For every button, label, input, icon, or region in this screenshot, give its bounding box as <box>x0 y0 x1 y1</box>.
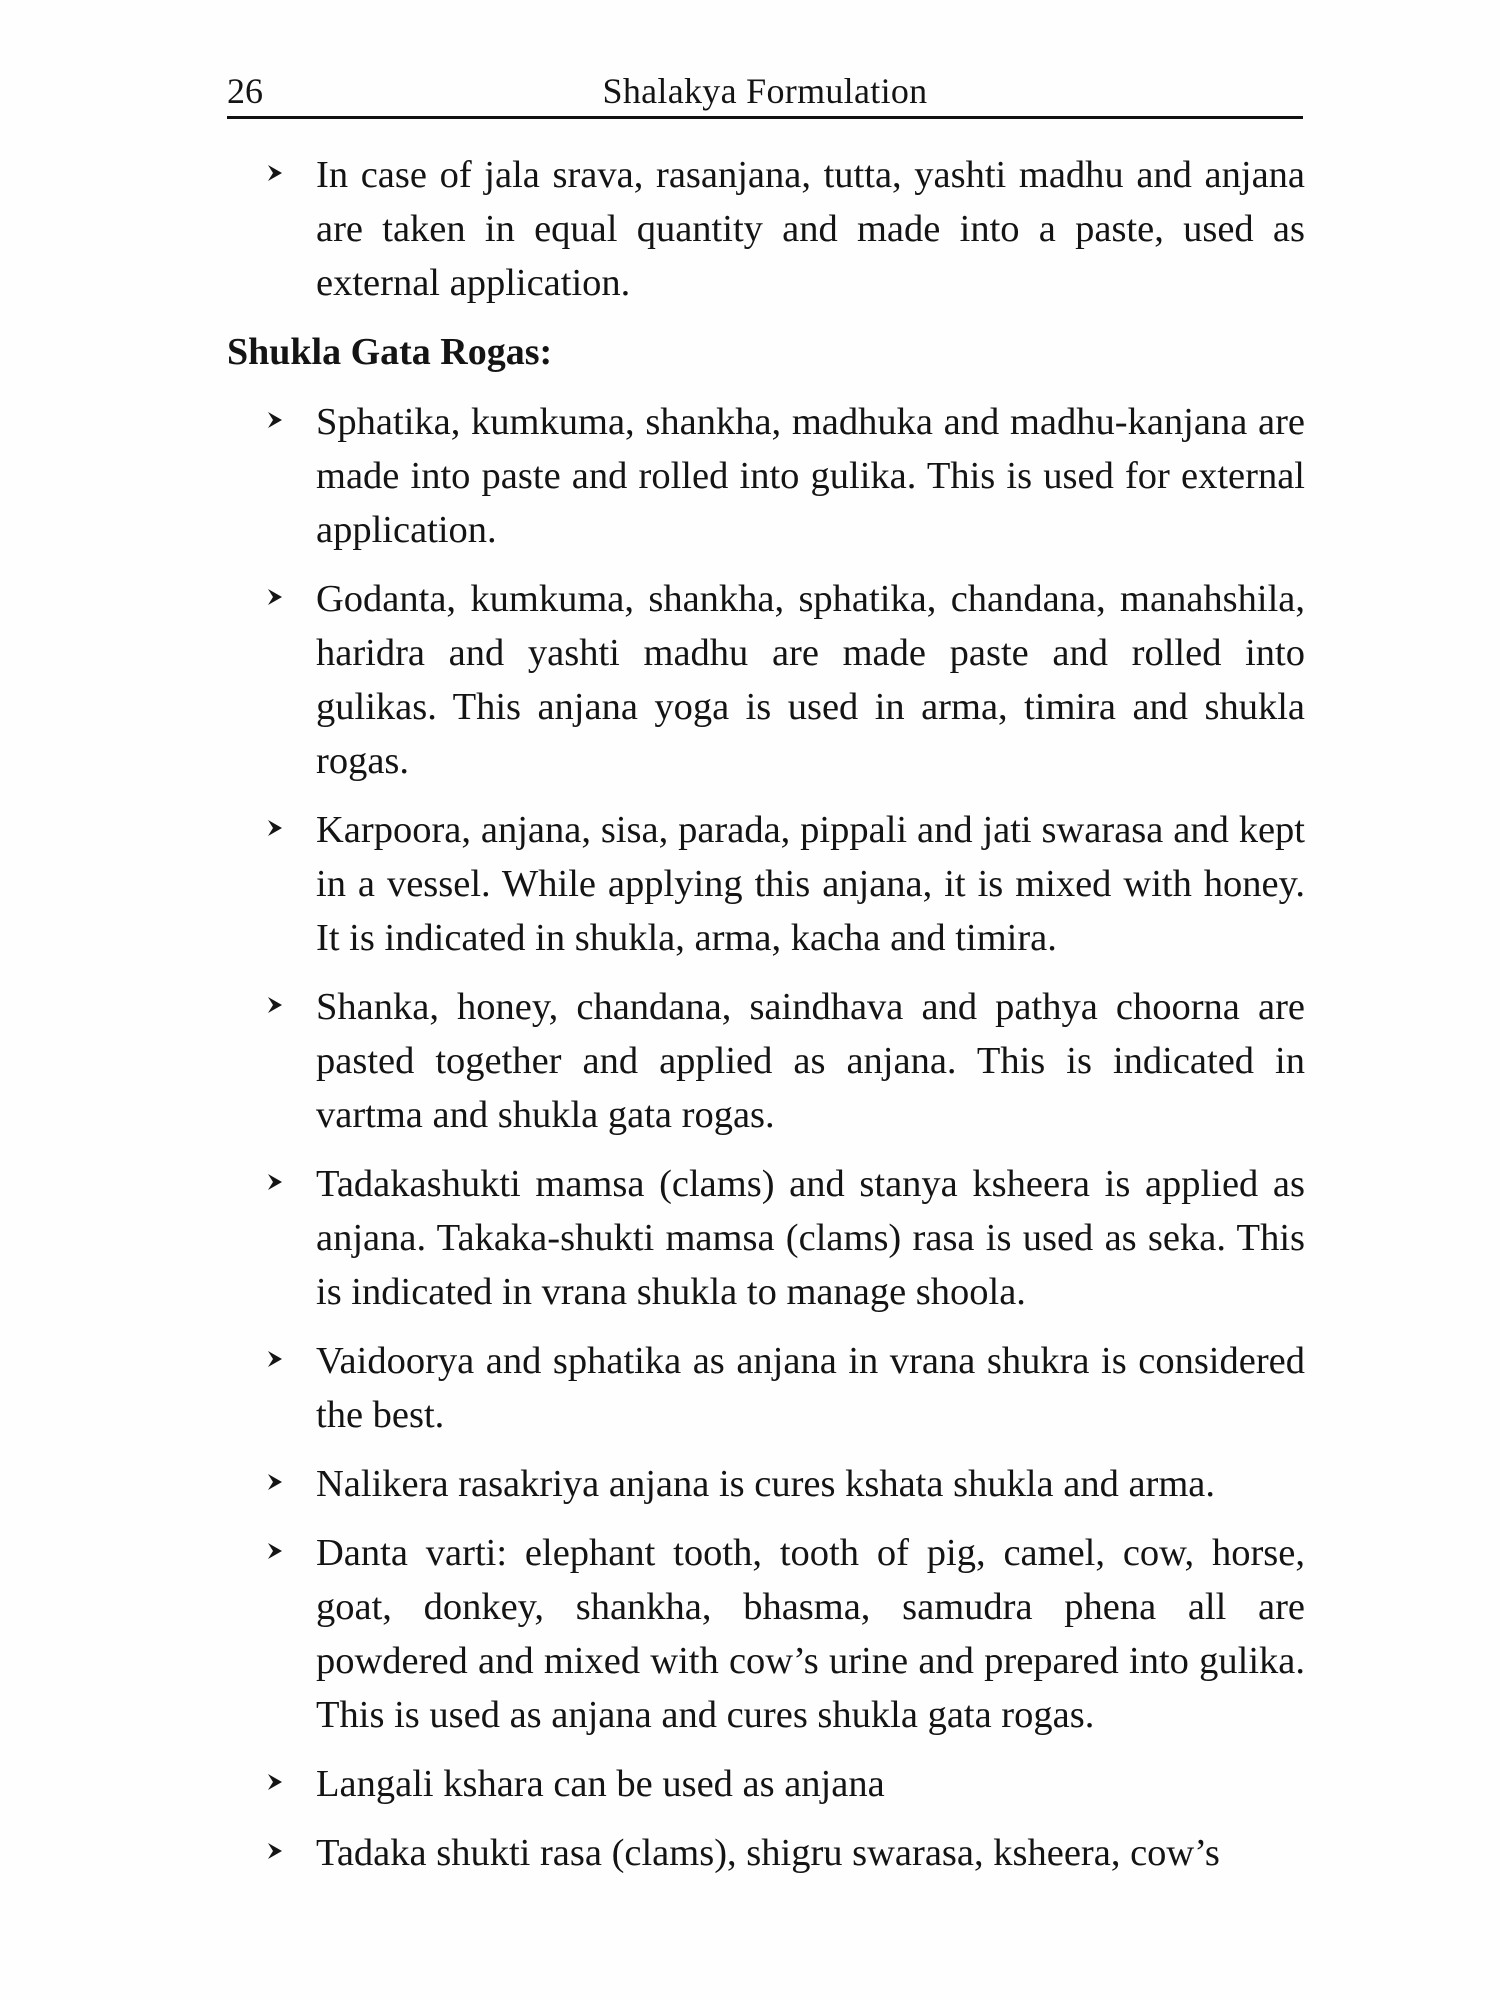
bullet-text: Tadaka shukti rasa (clams), shigru swarasa, ksheera, cow’s <box>316 1832 1220 1874</box>
bullet-item <box>227 1826 1305 1880</box>
arrowhead-bullet-icon <box>267 409 283 431</box>
bullet-item <box>227 1757 1305 1811</box>
bullet-item <box>227 1334 1305 1442</box>
bullet-text: Nalikera rasakriya anjana is cures kshata shukla and arma. <box>316 1463 1216 1505</box>
arrowhead-bullet-icon <box>267 162 283 184</box>
arrowhead-bullet-icon <box>267 1348 283 1370</box>
bullet-text: Shanka, honey, chandana, saindhava and pathya choorna are pasted together and applied as anjana. This is indicated in vartma and shukla gata rogas. <box>316 986 1305 1136</box>
bullet-item <box>227 803 1305 965</box>
page-number: 26 <box>227 71 263 111</box>
header-rule <box>227 116 1303 119</box>
bullet-item <box>227 572 1305 788</box>
bullet-item <box>227 980 1305 1142</box>
bullet-item <box>227 1526 1305 1742</box>
arrowhead-bullet-icon <box>267 1471 283 1493</box>
arrowhead-bullet-icon <box>267 1540 283 1562</box>
bullet-text: Danta varti: elephant tooth, tooth of pig, camel, cow, horse, goat, donkey, shankha, bhasma, samudra phena all are powdered and mixed with cow’s urine and prepared into gulika. This is used as anjana and cures shukla gata rogas. <box>316 1532 1305 1736</box>
bullet-item <box>227 1157 1305 1319</box>
page-body <box>227 148 1305 1895</box>
running-title: Shalakya Formulation <box>602 71 928 111</box>
bullet-text: Vaidoorya and sphatika as anjana in vrana shukra is considered the best. <box>316 1340 1305 1436</box>
arrowhead-bullet-icon <box>267 1771 283 1793</box>
arrowhead-bullet-icon <box>267 586 283 608</box>
bullet-item <box>227 148 1305 310</box>
bullet-text: Tadakashukti mamsa (clams) and stanya ksheera is applied as anjana. Takaka-shukti mamsa (clams) rasa is used as seka. This is indicated in vrana shukla to manage shoola. <box>316 1163 1305 1313</box>
bullet-text: Langali kshara can be used as anjana <box>316 1763 885 1805</box>
section-heading: Shukla Gata Rogas: <box>227 331 553 373</box>
bullet-text: In case of jala srava, rasanjana, tutta, yashti madhu and anjana are taken in equal quantity and made into a paste, used as external application. <box>316 154 1305 304</box>
arrowhead-bullet-icon <box>267 817 283 839</box>
arrowhead-bullet-icon <box>267 1840 283 1862</box>
bullet-text: Sphatika, kumkuma, shankha, madhuka and madhu-kanjana are made into paste and rolled into gulika. This is used for external application. <box>316 401 1305 551</box>
arrowhead-bullet-icon <box>267 1171 283 1193</box>
arrowhead-bullet-icon <box>267 994 283 1016</box>
bullet-item <box>227 395 1305 557</box>
running-head <box>227 70 1303 112</box>
bullet-item <box>227 1457 1305 1511</box>
bullet-text: Godanta, kumkuma, shankha, sphatika, chandana, manahshila, haridra and yashti madhu are made paste and rolled into gulikas. This anjana yoga is used in arma, timira and shukla rogas. <box>316 578 1305 782</box>
bullet-text: Karpoora, anjana, sisa, parada, pippali and jati swarasa and kept in a vessel. While applying this anjana, it is mixed with honey. It is indicated in shukla, arma, kacha and timira. <box>316 809 1305 959</box>
